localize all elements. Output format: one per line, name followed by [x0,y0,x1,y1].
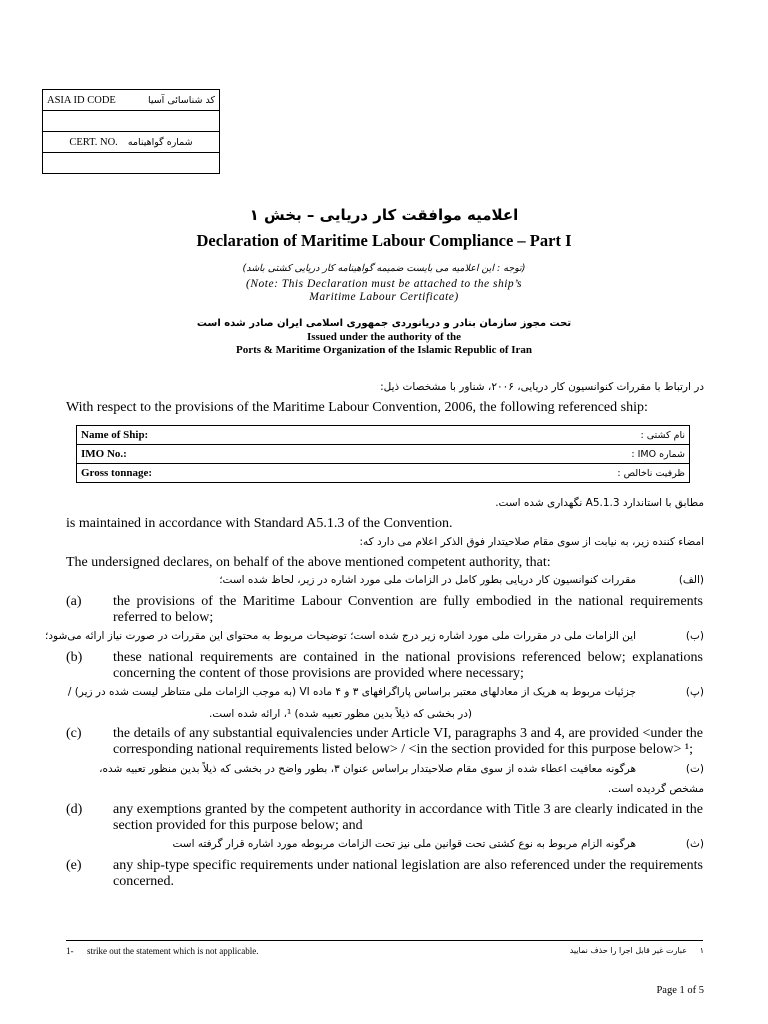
asia-id-label-cell [43,90,220,111]
item-b-fa: این الزامات ملی در مقررات ملی مورد اشاره زیر درج شده است؛ توضیحات مربوط به محتوای این مقررات در صورت نیاز ارائه می‌شود؛ [45,630,636,642]
intro-fa: در ارتباط با مقررات کنوانسیون کار دریایی، ۲۰۰۶، شناور با مشخصات ذیل: [380,381,704,393]
declares-fa: امضاء کننده زیر، به نیابت از سوی مقام صلاحیتدار فوق الذکر اعلام می دارد که: [359,536,704,548]
ship-details-table [76,425,690,483]
note-en [0,278,768,304]
item-d-letter: (d) [66,802,83,817]
footnote-en: 1- strike out the statement which is not applicable. [66,946,259,956]
asia-id-label-fa: کد شناسائی آسیا [147,94,215,106]
footnote-separator [66,940,703,941]
asia-id-value-cell[interactable] [43,111,220,132]
item-a-en: the provisions of the Maritime Labour Convention are fully embodied in the national requirements referred to below; [113,594,703,625]
imo-no-label-fa: شماره IMO : [631,448,685,460]
item-c-fa-line-2: (در بخشی که ذیلاً بدین مظور تعبیه شده) ¹، ارائه شده است. [208,708,472,720]
item-b-letter-fa: (ب) [685,630,704,642]
standard-en: is maintained in accordance with Standard A5.1.3 of the Convention. [66,516,453,531]
authority-en-line-1: Issued under the authority of the [306,331,462,343]
authority-en [0,331,768,357]
declares-en: The undersigned declares, on behalf of the above mentioned competent authority, that: [66,555,551,570]
item-d-en: any exemptions granted by the competent authority in accordance with Title 3 are clearly indicated in the section provided for this purpose below; and [113,802,703,833]
item-a-letter: (a) [66,594,82,609]
asia-id-label: ASIA ID CODE [47,94,116,106]
item-e-fa: هرگونه الزام مربوط به نوع کشتی تحت قوانین ملی نیز تحت الزامات مربوطه مورد اشاره قرار گرفته است [172,838,636,850]
id-code-box [42,89,220,174]
note-en-line-2: Maritime Labour Certificate) [309,291,459,303]
cert-no-label-fa: شماره گواهینامه [127,136,193,148]
item-e-en: any ship-type specific requirements under national legislation are also referenced under the requirements concerned. [113,858,703,889]
cert-no-value-cell[interactable] [43,153,220,174]
ship-name-row[interactable] [77,426,690,445]
item-e-letter: (e) [66,858,82,873]
ship-name-label-fa: نام کشتی : [640,429,685,441]
item-c-fa-line-1: جزئیات مربوط به هریک از معادلهای معتبر براساس پاراگرافهای ۳ و ۴ ماده VI (به موجب الزامات ملی متناظر لیست شده در زیر) / [67,686,636,698]
item-b-letter: (b) [66,650,83,665]
gross-tonnage-label-fa: ظرفیت ناخالص : [617,467,685,479]
item-b-en: these national requirements are contained in the national provisions referenced below; explanations concerning the content of those provisions are provided where necessary; [113,650,703,681]
title-fa: اعلامیه موافقت کار دریایی – بخش ۱ [249,206,519,224]
gross-tonnage-row[interactable] [77,464,690,483]
item-d-fa-line-2: مشخص گردیده است. [607,783,704,795]
intro-en: With respect to the provisions of the Maritime Labour Convention, 2006, the following referenced ship: [66,400,648,415]
title-en: Declaration of Maritime Labour Compliance – Part I [196,231,572,250]
item-a-fa: مقررات کنوانسیون کار دریایی بطور کامل در الزامات ملی مورد اشاره در زیر، لحاظ شده است؛ [219,574,636,586]
cert-no-label-cell [43,132,220,153]
cert-no-label: CERT. NO. [69,136,118,148]
imo-no-row[interactable] [77,445,690,464]
standard-fa: مطابق با استاندارد A5.1.3 نگهداری شده است. [495,497,704,509]
item-c-letter-fa: (پ) [685,686,704,698]
item-d-letter-fa: (ت) [685,763,704,775]
note-en-line-1: (Note: This Declaration must be attached to the ship’s [246,278,522,290]
authority-fa: تحت مجوز سازمان بنادر و دریانوردی جمهوری اسلامی ایران صادر شده است [196,318,572,329]
gross-tonnage-label: Gross tonnage: [81,467,152,479]
page-number: Page 1 of 5 [656,985,704,996]
note-fa: (توجه : این اعلامیه می بایست ضمیمه گواهینامه کار دریایی کشتی باشد) [242,263,526,274]
item-e-letter-fa: (ث) [685,838,704,850]
item-c-letter: (c) [66,726,82,741]
imo-no-label: IMO No.: [81,448,127,460]
item-a-letter-fa: (الف) [678,574,704,586]
authority-en-line-2: Ports & Maritime Organization of the Islamic Republic of Iran [235,344,533,356]
footnote-fa: ۱ عبارت غیر قابل اجرا را حذف نمایید [569,946,704,955]
ship-name-label: Name of Ship: [81,429,149,441]
item-c-en: the details of any substantial equivalencies under Article VI, paragraphs 3 and 4, are provided <under the corresponding national requirements listed below> / <in the section provided for this purpose below> ¹; [113,726,703,757]
item-d-fa-line-1: هرگونه معافیت اعطاء شده از سوی مقام صلاحیتدار براساس عنوان ۳، بطور واضح در بخشی که ذیلاً بدین منظور تعبیه شده، [99,763,636,775]
